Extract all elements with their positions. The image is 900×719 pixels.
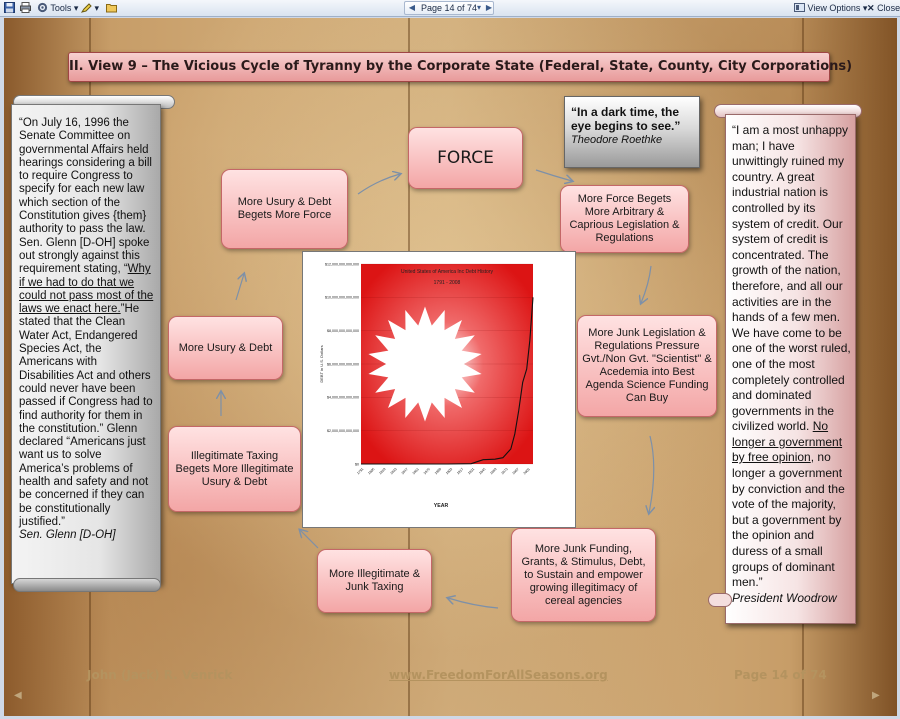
debt-chart-svg [303, 252, 577, 529]
close-label: Close [877, 3, 900, 13]
footer-website-link[interactable]: www.FreedomForAllSeasons.org [389, 668, 608, 682]
chart-x-tick-label: 1819 [378, 467, 387, 476]
chart-x-tick-label: 1861 [411, 467, 420, 476]
chart-y-axis-label: DEBT in U.S. Dollars [319, 345, 324, 383]
next-page-icon[interactable]: ▶ [485, 3, 493, 12]
save-icon[interactable] [4, 2, 15, 15]
cycle-arrow [448, 598, 498, 608]
viewer-toolbar [0, 0, 900, 17]
quote-signature: President Woodrow [732, 590, 837, 605]
page-indicator: Page 14 of 74 [420, 3, 478, 13]
debt-history-chart [302, 251, 576, 528]
close-button[interactable] [867, 2, 900, 15]
page-navigator[interactable] [404, 1, 494, 15]
cycle-box-force-begets: More Force Begets More Arbitrary & Caprious Legislation & Regulations [560, 185, 689, 253]
cycle-arrow [641, 266, 651, 303]
view-options-icon [794, 2, 805, 13]
chevron-down-icon[interactable]: ▾ [476, 3, 481, 12]
view-options-button[interactable] [794, 2, 867, 15]
chart-x-tick-label: 1917 [456, 467, 465, 476]
chart-x-tick-label: 1945 [478, 467, 487, 476]
quote-signature: Sen. Glenn [D-OH] [19, 529, 116, 542]
chart-y-tick-label: $4,000,000,000,000 [327, 395, 359, 400]
quote-text: , no longer a government by conviction and the vote of the majority, but a government by the opinion and duress of a small groups of dominant men.” [732, 450, 845, 590]
quote-underlined: Why if we had to do that we could not pass most of the laws we enact here. [19, 263, 154, 316]
chart-x-tick-label: 1889 [433, 467, 443, 476]
quote-text: “I am a most unhappy man; I have unwittingly ruined my country. A great industrial nation is controlled by its system of credit. Our system of credit is concentrated. The growth of the nation, therefore, and all our activities are in the hands of a few men. We have come to be one of the worst ruled, one of the most completely controlled and dominated governments in the civilized world. [732, 123, 851, 434]
chart-x-tick-label: 1791 [356, 467, 365, 476]
chart-y-tick-label: $10,000,000,000,000 [325, 295, 359, 300]
chart-x-axis-label: YEAR [433, 503, 449, 509]
cycle-arrow [358, 174, 400, 194]
chart-x-tick-label: 1973 [500, 467, 509, 476]
chart-y-tick-label: $12,000,000,000,000 [325, 262, 359, 267]
highlighter-tool-button[interactable] [81, 2, 99, 15]
chart-x-tick-label: 1847 [400, 467, 409, 476]
chart-x-tick-label: 1875 [422, 467, 431, 476]
cycle-box-usury-debt: More Usury & Debt [168, 316, 283, 380]
chart-y-tick-label: $0 [355, 462, 359, 467]
cycle-arrow [236, 274, 244, 300]
pen-icon [81, 2, 92, 13]
chevron-down-icon: ▾ [94, 3, 100, 13]
chart-x-tick-label: 1931 [467, 467, 476, 476]
cycle-box-junk-legislation: More Junk Legislation & Regulations Pressure Gvt./Non Gvt. "Scientist" & Acedemia into Best Agenda Science Funding Can Buy [577, 315, 717, 417]
page-corner-right-icon[interactable]: ▶ [872, 690, 880, 701]
cycle-box-force: FORCE [408, 127, 523, 189]
footer-page-number: Page 14 of 74 [734, 668, 827, 682]
folder-icon[interactable] [106, 2, 117, 15]
top-quote-text: “In a dark time, the eye begins to see.” [571, 105, 681, 133]
chart-x-tick-label: 1805 [367, 467, 376, 476]
chart-y-tick-label: $2,000,000,000,000 [327, 428, 359, 433]
chart-subtitle: 1791 - 2008 [433, 280, 461, 286]
close-icon: ✕ [867, 3, 875, 13]
gear-icon [37, 2, 48, 13]
cycle-arrow [536, 170, 572, 181]
cycle-arrow [649, 436, 654, 513]
previous-page-icon[interactable]: ◀ [408, 3, 416, 12]
cycle-arrow [300, 530, 318, 548]
document-page [4, 18, 897, 716]
cycle-box-illegitimate-taxing: Illegitimate Taxing Begets More Illegitimate Usury & Debt [168, 426, 301, 512]
slide-title: II. View 9 – The Vicious Cycle of Tyranny by the Corporate State (Federal, State, County, City Corporations) [68, 52, 830, 82]
chart-x-tick-label: 1959 [489, 467, 498, 476]
quote-underlined: No longer a government by free opinion [732, 419, 843, 465]
quote-text: ”He stated that the Clean Water Act, Endangered Species Act, the Americans with Disabilities Act and others could never have been passed if Congress had to find authority for them in the constitution.” Glenn declared “Americans just want us to solve America’s problems of health and safety and not be concerned if they can be constitutionally justified.” [19, 303, 153, 528]
footer-author: John (Jack) R. Venrick [87, 668, 233, 682]
tools-label: Tools [50, 3, 72, 13]
view-options-label: View Options [807, 3, 861, 13]
page-corner-left-icon[interactable]: ◀ [14, 690, 22, 701]
chevron-down-icon: ▾ [73, 3, 79, 13]
quote-text: “On July 16, 1996 the Senate Committee on governmental Affairs held hearings considering a bill to require Congress to specify for each new law which section of the Constitution gives {them} authority to pass the law. Sen. Glenn [D-OH] spoke out strongly against this requirement stating, “ [19, 117, 152, 276]
cycle-box-usury-begets-force: More Usury & Debt Begets More Force [221, 169, 348, 249]
tools-menu-button[interactable] [37, 2, 78, 15]
chart-title: United States of America Inc Debt History [401, 269, 493, 275]
chart-y-tick-label: $8,000,000,000,000 [327, 328, 359, 333]
chart-x-tick-label: 1833 [389, 467, 398, 476]
top-quote-author: Theodore Roethke [571, 134, 663, 146]
chevron-down-icon: ▾ [862, 3, 868, 13]
cycle-box-illegitimate-junk-taxing: More Illegitimate & Junk Taxing [317, 549, 432, 613]
chart-x-tick-label: 1903 [444, 467, 454, 476]
chart-x-tick-label: 1987 [511, 467, 520, 476]
print-icon[interactable] [20, 2, 31, 15]
cycle-box-junk-funding: More Junk Funding, Grants, & Stimulus, Debt, to Sustain and empower growing illegitimacy of cereal agencies [511, 528, 656, 622]
chart-y-tick-label: $6,000,000,000,000 [327, 362, 359, 367]
chart-x-tick-label: 2001 [522, 467, 531, 476]
